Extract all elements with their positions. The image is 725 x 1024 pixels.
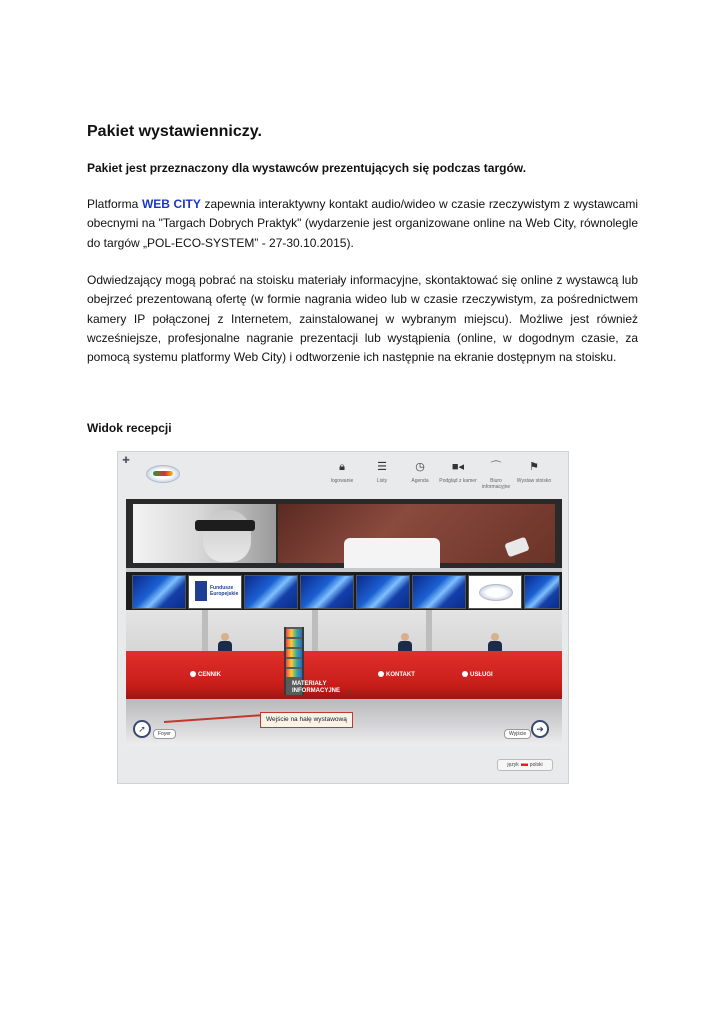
nav-agenda[interactable] xyxy=(400,460,440,484)
uslugi-label: USŁUGI xyxy=(470,672,493,678)
fundusze-screen[interactable] xyxy=(188,575,242,609)
hall-entrance-callout: Wejście na halę wystawową xyxy=(260,712,353,728)
receptionist-figure xyxy=(398,633,412,653)
kontakt-label: KONTAKT xyxy=(386,672,415,678)
screenshot-toolbar xyxy=(118,452,569,500)
paragraph-prefix: Platforma xyxy=(87,197,142,211)
exit-label[interactable]: Wyjście xyxy=(504,729,531,739)
page-subtitle: Pakiet jest przeznaczony dla wystawców prezentujących się podczas targów. xyxy=(87,161,527,175)
counter-kontakt[interactable] xyxy=(378,671,415,679)
expand-icon[interactable]: ✚ xyxy=(122,455,130,465)
language-label: język xyxy=(507,762,519,768)
nav-info-office[interactable] xyxy=(476,460,516,490)
lock-icon: 🔒︎ xyxy=(339,461,345,473)
counter-cennik[interactable] xyxy=(190,671,221,679)
nav-label: Podgląd z kamer xyxy=(439,478,477,484)
reception-scene xyxy=(126,499,562,746)
screen[interactable] xyxy=(524,575,560,609)
brand-web-city: WEB CITY xyxy=(141,197,201,211)
nav-label: logowanie xyxy=(330,478,354,484)
section-heading: Widok recepcji xyxy=(87,421,172,435)
foyer-button[interactable] xyxy=(133,720,151,738)
reception-screenshot xyxy=(117,451,569,784)
web-city-logo xyxy=(479,584,513,601)
foyer-label[interactable]: Foyer xyxy=(153,729,176,739)
receptionist-figure xyxy=(488,633,502,653)
counter-uslugi[interactable] xyxy=(462,671,493,679)
polish-flag-icon xyxy=(521,761,528,766)
screen[interactable] xyxy=(412,575,466,609)
nav-cameras[interactable] xyxy=(438,460,478,484)
nav-label: Wystaw stoisko xyxy=(516,478,552,484)
screen[interactable] xyxy=(300,575,354,609)
banner-row xyxy=(126,499,562,568)
page-title: Pakiet wystawienniczy. xyxy=(87,123,262,140)
face-shape xyxy=(203,510,251,562)
screen[interactable] xyxy=(244,575,298,609)
info-dot-icon xyxy=(378,671,384,677)
nav-exhibit[interactable] xyxy=(514,460,554,484)
language-value: polski xyxy=(529,762,543,768)
camera-icon: ■◂ xyxy=(451,461,465,473)
screen[interactable] xyxy=(356,575,410,609)
compass-icon: ➚ xyxy=(138,724,146,734)
nav-label: Listy xyxy=(376,478,388,484)
nav-login[interactable] xyxy=(322,460,362,484)
info-dot-icon xyxy=(462,671,468,677)
exit-button[interactable] xyxy=(531,720,549,738)
counter-materialy[interactable] xyxy=(292,681,340,695)
phone-shape xyxy=(504,537,529,558)
web-city-logo xyxy=(146,465,180,483)
flag-icon: ⚑ xyxy=(529,461,539,473)
paragraph-suffix: zapewnia interaktywny kontakt audio/wideo w czasie rzeczywistym z wystawcami obecnymi na "Targach Dobrych Praktyk" (wydarzenie jest organizowane online na Web City, równolegle do targów „POL-ECO-SYSTEM” - 27-30.10.2015). xyxy=(87,197,639,250)
banner-face-image xyxy=(133,504,276,563)
screen[interactable] xyxy=(132,575,186,609)
cennik-label: CENNIK xyxy=(198,672,222,678)
arc-icon: ⌒ xyxy=(490,461,502,473)
materialy-label: MATERIAŁY INFORMACYJNE xyxy=(292,681,341,694)
nav-lists[interactable] xyxy=(362,460,402,484)
language-selector[interactable] xyxy=(497,759,553,771)
paragraph-platform xyxy=(87,195,638,253)
nav-label: Agenda xyxy=(411,478,429,484)
paragraph-visitors: Odwiedzający mogą pobrać na stoisku materiały informacyjne, skontaktować się online z wystawcą lub obejrzeć prezentowaną ofertę (w formie nagrania wideo lub w czasie rzeczywistym, za pośrednictwem kamery IP połączonej z Internetem, zainstalowanej w wybranym miejscu). Możliwe jest również wcześniejsze, profesjonalne nagranie prezentacji lub wystąpienia (online, w dogodnym czasie, za pomocą systemu platformy Web City) i odtworzenie ich następnie na ekranie dostępnym na stoisku. xyxy=(87,273,638,365)
tablet-shape xyxy=(344,538,440,568)
list-icon: ☰ xyxy=(377,461,387,473)
logo-screen[interactable] xyxy=(468,575,522,609)
exit-icon: ➜ xyxy=(536,724,544,734)
fundusze-text: Fundusze Europejskie xyxy=(210,585,239,597)
nav-label: Biuro informacyjne xyxy=(481,478,511,490)
screen-row xyxy=(126,572,562,610)
info-dot-icon xyxy=(190,671,196,677)
clock-icon: ◷ xyxy=(415,461,425,473)
visor-shape xyxy=(195,520,255,531)
receptionist-figure xyxy=(218,633,232,653)
banner-desk-image xyxy=(278,504,555,563)
fundusze-flag-icon xyxy=(195,581,207,601)
